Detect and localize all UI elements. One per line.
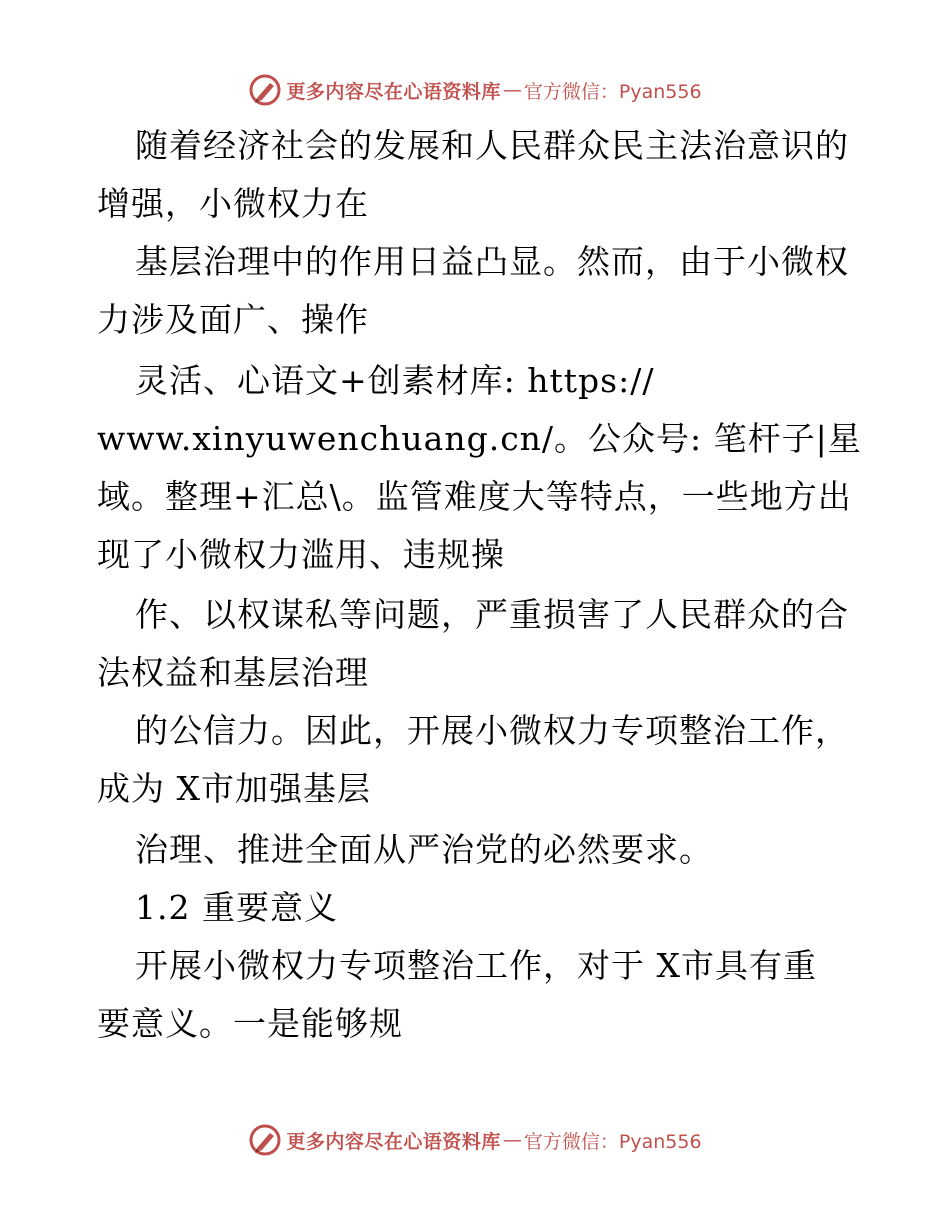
watermark-wechat: 官方微信：Pyan556: [523, 1130, 702, 1153]
body-line: 灵活、心语文+创素材库: https://: [135, 361, 655, 400]
pen-logo-icon: [248, 1123, 282, 1157]
body-line: 作、以权谋私等问题，严重损害了人民群众的合: [135, 595, 849, 634]
section-heading: 1.2 重要意义: [135, 888, 338, 927]
body-line: 法权益和基层治理: [97, 653, 369, 692]
body-line: 域。整理+汇总\。监管难度大等特点，一些地方出: [97, 477, 852, 516]
body-line: 要意义。一是能够规: [97, 1004, 403, 1043]
pen-logo-icon: [248, 73, 282, 107]
watermark-text: 更多内容尽在心语资料库: [286, 1130, 501, 1153]
body-line: 现了小微权力滥用、违规操: [97, 535, 505, 574]
body-line: 随着经济社会的发展和人民群众民主法治意识的: [135, 126, 849, 165]
body-line: 成为 X市加强基层: [97, 769, 371, 808]
body-line: 力涉及面广、操作: [97, 300, 369, 339]
watermark-text: 更多内容尽在心语资料库: [286, 80, 501, 103]
body-line: 基层治理中的作用日益凸显。然而，由于小微权: [135, 242, 849, 281]
watermark-separator: —: [502, 1129, 522, 1151]
body-line: 开展小微权力专项整治工作，对于 X市具有重: [135, 946, 817, 985]
body-line: 治理、推进全面从严治党的必然要求。: [135, 830, 713, 869]
watermark-separator: —: [502, 79, 522, 101]
footer-watermark: [0, 1120, 950, 1160]
body-line: www.xinyuwenchuang.cn/。公众号: 笔杆子|星: [97, 419, 862, 458]
body-line: 增强，小微权力在: [97, 184, 369, 223]
watermark-wechat: 官方微信：Pyan556: [523, 80, 702, 103]
body-line: 的公信力。因此，开展小微权力专项整治工作，: [135, 711, 849, 750]
header-watermark: [0, 70, 950, 110]
